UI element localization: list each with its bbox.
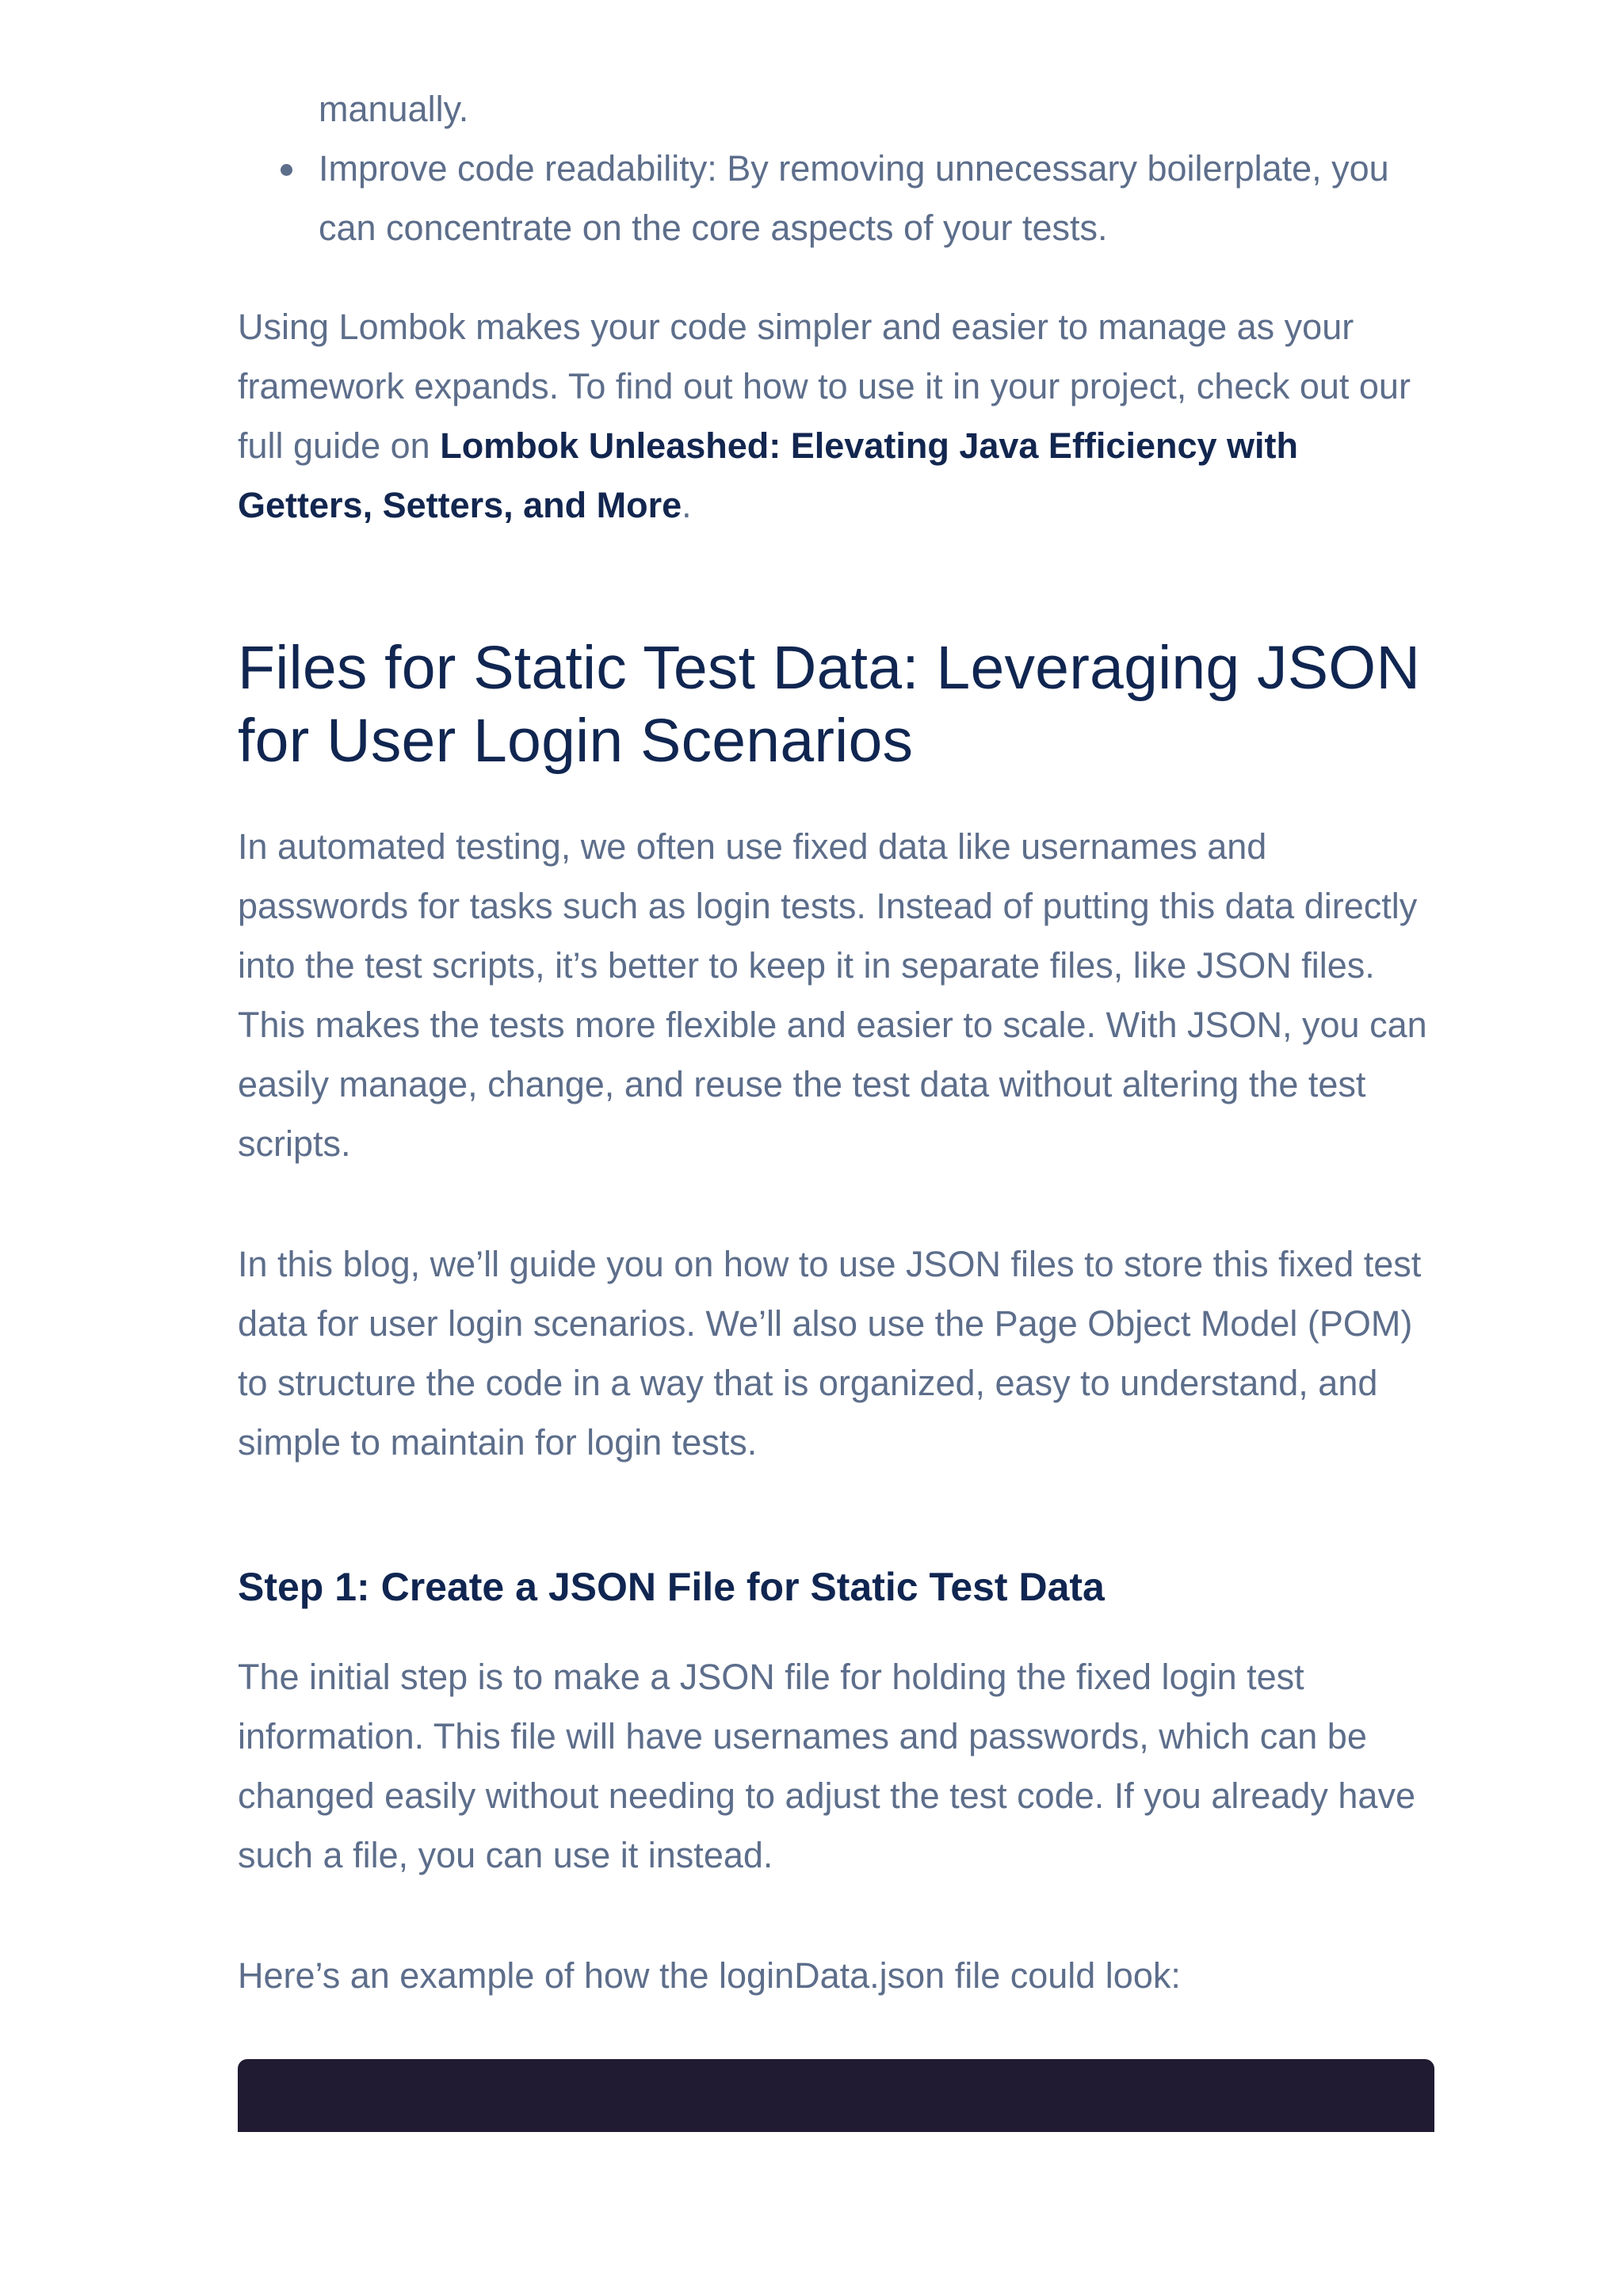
lombok-guide-link[interactable]: Lombok Unleashed: Elevating Java Efficiency with Getters, Setters, and More bbox=[238, 425, 1298, 525]
benefits-list bbox=[238, 79, 1434, 257]
article-content bbox=[238, 79, 1434, 2132]
lombok-paragraph-text: Using Lombok makes your code simpler and easier to manage as your framework expands. To find out how to use it in your project, check out our full guide on bbox=[238, 307, 1411, 466]
step-1-heading: Step 1: Create a JSON File for Static Test Data bbox=[238, 1565, 1105, 1609]
code-block bbox=[238, 2059, 1434, 2132]
lombok-paragraph bbox=[238, 297, 1434, 535]
step-1-paragraph: The initial step is to make a JSON file for holding the fixed login test information. This file will have usernames and passwords, which can be changed easily without needing to adjust the test code. If you already have such a file, you can use it instead. bbox=[238, 1657, 1415, 1875]
example-intro-paragraph: Here’s an example of how the loginData.json file could look: bbox=[238, 1955, 1181, 1996]
blog-overview-paragraph: In this blog, we’ll guide you on how to use JSON files to store this fixed test data for user login scenarios. We’ll also use the Page Object Model (POM) to structure the code in a way that is organized, easy to understand, and simple to maintain for login tests. bbox=[238, 1244, 1422, 1463]
list-item-continuation: manually. bbox=[319, 89, 469, 129]
list-item: Improve code readability: By removing unnecessary boilerplate, you can concentrate on the core aspects of your tests. bbox=[319, 139, 1434, 257]
lombok-paragraph-period: . bbox=[682, 485, 692, 525]
intro-paragraph: In automated testing, we often use fixed data like usernames and passwords for tasks such as login tests. Instead of putting this data directly into the test scripts, it’s better to keep it in separate files, like JSON files. This makes the tests more flexible and easier to scale. With JSON, you can easily manage, change, and reuse the test data without altering the test scripts. bbox=[238, 826, 1427, 1164]
section-heading: Files for Static Test Data: Leveraging JSON for User Login Scenarios bbox=[238, 634, 1421, 775]
